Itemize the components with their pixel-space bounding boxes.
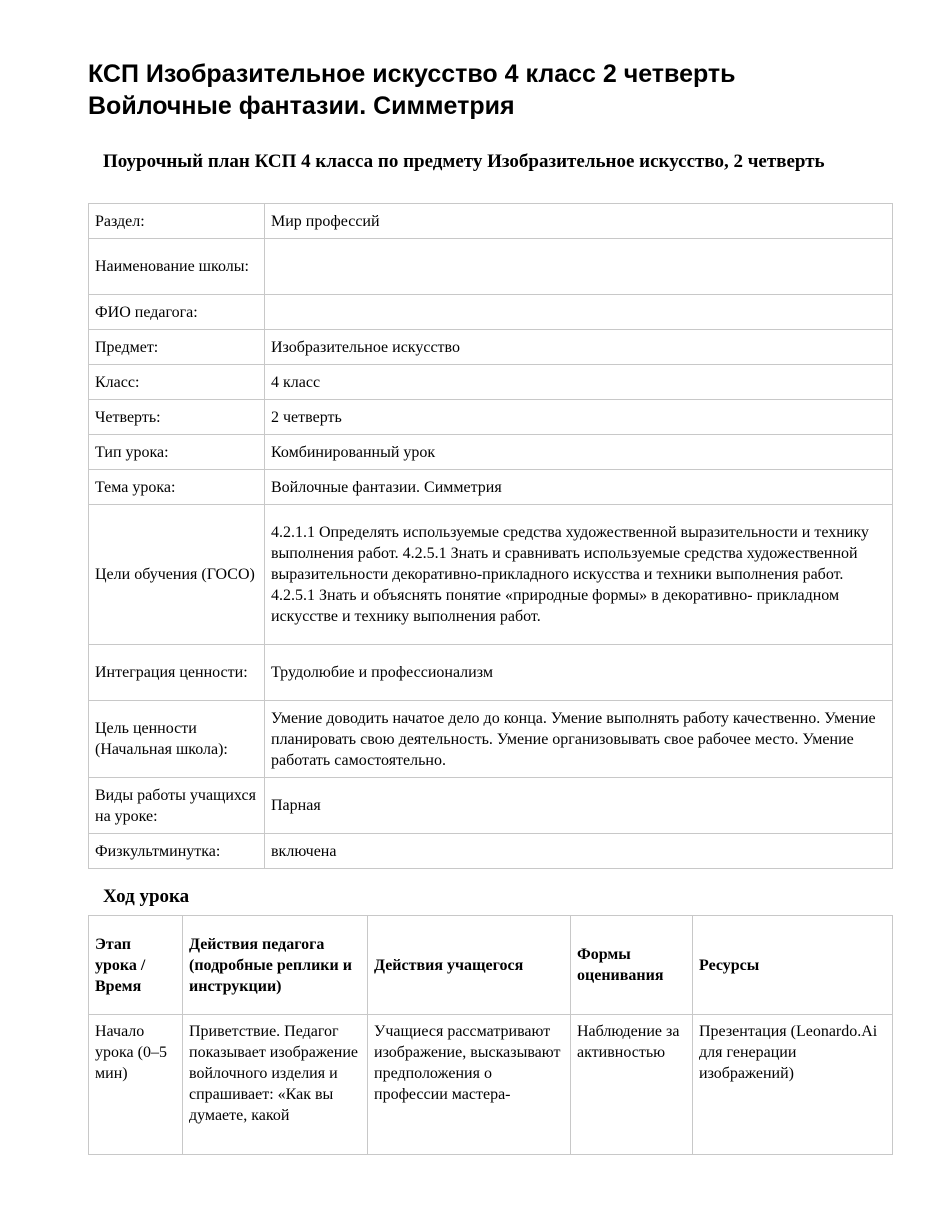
cell-resources: Презентация (Leonardo.Ai для генерации изображений): [693, 1015, 893, 1155]
cell-stage: Начало урока (0–5 мин): [89, 1015, 183, 1155]
lesson-heading: Ход урока: [103, 886, 190, 907]
column-header-stage: Этап урока / Время: [89, 916, 183, 1015]
column-header-assessment: Формы оценивания: [571, 916, 693, 1015]
info-value: 4.2.1.1 Определять используемые средства художественной выразительности и технику выполнения работ. 4.2.5.1 Знать и сравнивать используемые средства художественной выразительности декоративно-прикладного искусства и техники выполнения работ. 4.2.5.1 Знать и объяснять понятие «природные формы» в декоративно- прикладном искусстве и технику выполнения работ.: [265, 505, 893, 645]
info-value: [265, 239, 893, 295]
column-header-resources: Ресурсы: [693, 916, 893, 1015]
info-value: Войлочные фантазии. Симметрия: [265, 470, 893, 505]
info-label: Наименование школы:: [89, 239, 265, 295]
info-row-teacher: [89, 295, 893, 330]
info-label: Физкультминутка:: [89, 834, 265, 869]
info-label: Тема урока:: [89, 470, 265, 505]
info-row-grade: [89, 365, 893, 400]
info-label: ФИО педагога:: [89, 295, 265, 330]
info-value: Парная: [265, 778, 893, 834]
info-row-values: [89, 645, 893, 701]
cell-teacher-actions: Приветствие. Педагог показывает изображение войлочного изделия и спрашивает: «Как вы думаете, какой: [183, 1015, 368, 1155]
info-value: Трудолюбие и профессионализм: [265, 645, 893, 701]
info-value: Умение доводить начатое дело до конца. Умение выполнять работу качественно. Умение планировать свою деятельность. Умение организовывать свое рабочее место. Умение работать самостоятельно.: [265, 701, 893, 778]
lesson-table: [88, 915, 893, 1155]
info-row-value-goal: [89, 701, 893, 778]
info-value: Мир профессий: [265, 204, 893, 239]
info-label: Виды работы учащихся на уроке:: [89, 778, 265, 834]
info-value: [265, 295, 893, 330]
info-value: Изобразительное искусство: [265, 330, 893, 365]
column-header-student: Действия учащегося: [368, 916, 571, 1015]
info-label: Предмет:: [89, 330, 265, 365]
info-value: 4 класс: [265, 365, 893, 400]
info-row-school: [89, 239, 893, 295]
info-value: 2 четверть: [265, 400, 893, 435]
column-header-teacher: Действия педагога (подробные реплики и инструкции): [183, 916, 368, 1015]
info-row-lesson-type: [89, 435, 893, 470]
info-row-topic: [89, 470, 893, 505]
info-row-quarter: [89, 400, 893, 435]
info-value: включена: [265, 834, 893, 869]
page-title-line-2: Войлочные фантазии. Симметрия: [88, 92, 515, 120]
plan-heading: Поурочный план КСП 4 класса по предмету Изобразительное искусство, 2 четверть: [103, 151, 825, 172]
info-value: Комбинированный урок: [265, 435, 893, 470]
cell-student-actions: Учащиеся рассматривают изображение, высказывают предположения о профессии мастера-: [368, 1015, 571, 1155]
table-row: [89, 1015, 893, 1155]
info-row-work-type: [89, 778, 893, 834]
info-label: Тип урока:: [89, 435, 265, 470]
info-label: Раздел:: [89, 204, 265, 239]
info-table: [88, 203, 893, 869]
cell-assessment: Наблюдение за активностью: [571, 1015, 693, 1155]
info-label: Цели обучения (ГОСО): [89, 505, 265, 645]
info-label: Интеграция ценности:: [89, 645, 265, 701]
info-row-physical-break: [89, 834, 893, 869]
info-label: Цель ценности (Начальная школа):: [89, 701, 265, 778]
info-label: Класс:: [89, 365, 265, 400]
info-row-subject: [89, 330, 893, 365]
lesson-header-row: [89, 916, 893, 1015]
info-row-goals: [89, 505, 893, 645]
info-label: Четверть:: [89, 400, 265, 435]
page-title: [88, 58, 888, 122]
info-row-section: [89, 204, 893, 239]
page-title-line-1: КСП Изобразительное искусство 4 класс 2 четверть: [88, 60, 736, 88]
